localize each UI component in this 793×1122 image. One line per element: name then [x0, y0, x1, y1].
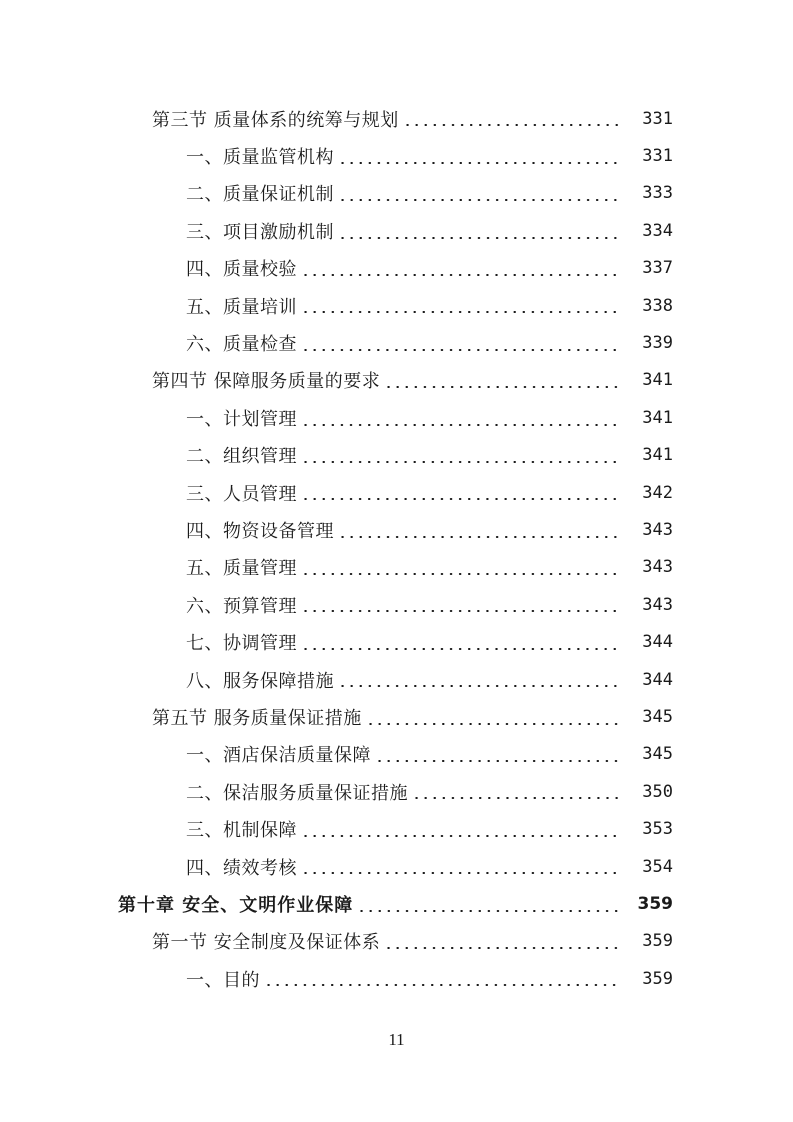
toc-subsection-entry[interactable]: [0, 960, 793, 997]
toc-subsection-entry[interactable]: [0, 287, 793, 324]
toc-entry-page: 339: [642, 333, 673, 354]
toc-dot-leader: [301, 424, 621, 426]
toc-entry-label: 八、服务保障措施: [186, 670, 334, 692]
toc-section-entry[interactable]: [0, 100, 793, 137]
toc-entry-label: 第一节 安全制度及保证体系: [152, 932, 381, 954]
toc-entry-page: 344: [642, 632, 673, 653]
toc-dot-leader: [301, 498, 621, 500]
toc-dot-leader: [301, 872, 621, 874]
toc-entry-page: 343: [642, 519, 673, 540]
toc-entry-label: 一、目的: [186, 969, 260, 991]
toc-entry-label: 七、协调管理: [186, 633, 297, 655]
toc-entry-page: 331: [642, 146, 673, 167]
toc-dot-leader: [301, 610, 621, 612]
toc-dot-leader: [366, 723, 621, 725]
toc-entry-page: 341: [642, 445, 673, 466]
toc-entry-page: 343: [642, 594, 673, 615]
toc-entry-label: 第十章 安全、文明作业保障: [118, 894, 354, 916]
toc-dot-leader: [301, 274, 621, 276]
toc-entry-label: 四、绩效考核: [186, 857, 297, 879]
toc-dot-leader: [301, 461, 621, 463]
toc-dot-leader: [338, 237, 621, 239]
toc-entry-page: 350: [642, 781, 673, 802]
toc-subsection-entry[interactable]: [0, 212, 793, 249]
toc-entry-label: 一、计划管理: [186, 408, 297, 430]
toc-dot-leader: [301, 648, 621, 650]
toc-entry-page: 331: [642, 108, 673, 129]
table-of-contents: [0, 100, 793, 997]
toc-entry-page: 341: [642, 407, 673, 428]
toc-subsection-entry[interactable]: [0, 437, 793, 474]
toc-entry-page: 341: [642, 370, 673, 391]
toc-entry-page: 338: [642, 295, 673, 316]
toc-dot-leader: [264, 984, 621, 986]
toc-entry-label: 第五节 服务质量保证措施: [152, 707, 362, 729]
toc-subsection-entry[interactable]: [0, 324, 793, 361]
toc-dot-leader: [384, 386, 621, 388]
toc-entry-label: 五、质量培训: [186, 296, 297, 318]
toc-dot-leader: [338, 162, 621, 164]
toc-dot-leader: [301, 311, 621, 313]
toc-entry-page: 345: [642, 706, 673, 727]
toc-dot-leader: [384, 947, 621, 949]
toc-entry-page: 334: [642, 220, 673, 241]
toc-entry-page: 345: [642, 744, 673, 765]
toc-subsection-entry[interactable]: [0, 661, 793, 698]
toc-chapter-entry[interactable]: [0, 885, 793, 922]
toc-section-entry[interactable]: [0, 698, 793, 735]
toc-dot-leader: [338, 199, 621, 201]
toc-subsection-entry[interactable]: [0, 511, 793, 548]
toc-entry-label: 四、质量校验: [186, 259, 297, 281]
toc-entry-page: 342: [642, 482, 673, 503]
toc-dot-leader: [412, 797, 621, 799]
toc-subsection-entry[interactable]: [0, 773, 793, 810]
toc-entry-label: 一、质量监管机构: [186, 147, 334, 169]
toc-entry-page: 359: [637, 893, 673, 914]
toc-subsection-entry[interactable]: [0, 736, 793, 773]
toc-dot-leader: [301, 835, 621, 837]
toc-section-entry[interactable]: [0, 362, 793, 399]
toc-dot-leader: [357, 910, 621, 912]
toc-subsection-entry[interactable]: [0, 137, 793, 174]
toc-entry-page: 353: [642, 819, 673, 840]
toc-dot-leader: [301, 349, 621, 351]
toc-dot-leader: [301, 573, 621, 575]
toc-entry-label: 四、物资设备管理: [186, 520, 334, 542]
toc-dot-leader: [338, 536, 621, 538]
toc-entry-label: 一、酒店保洁质量保障: [186, 745, 371, 767]
toc-subsection-entry[interactable]: [0, 848, 793, 885]
toc-entry-label: 第四节 保障服务质量的要求: [152, 371, 381, 393]
toc-subsection-entry[interactable]: [0, 810, 793, 847]
toc-section-entry[interactable]: [0, 923, 793, 960]
toc-subsection-entry[interactable]: [0, 586, 793, 623]
toc-entry-page: 359: [642, 968, 673, 989]
toc-entry-label: 二、质量保证机制: [186, 184, 334, 206]
toc-entry-label: 三、项目激励机制: [186, 221, 334, 243]
toc-entry-page: 354: [642, 856, 673, 877]
toc-subsection-entry[interactable]: [0, 623, 793, 660]
toc-entry-page: 343: [642, 557, 673, 578]
toc-dot-leader: [403, 124, 621, 126]
toc-subsection-entry[interactable]: [0, 399, 793, 436]
toc-entry-label: 第三节 质量体系的统筹与规划: [152, 109, 399, 131]
toc-entry-label: 二、组织管理: [186, 446, 297, 468]
toc-entry-label: 三、人员管理: [186, 483, 297, 505]
toc-dot-leader: [375, 760, 621, 762]
page-number: 11: [388, 1030, 405, 1049]
toc-dot-leader: [338, 685, 621, 687]
toc-subsection-entry[interactable]: [0, 549, 793, 586]
toc-entry-page: 359: [642, 931, 673, 952]
toc-subsection-entry[interactable]: [0, 175, 793, 212]
toc-entry-label: 六、质量检查: [186, 334, 297, 356]
toc-entry-label: 五、质量管理: [186, 558, 297, 580]
toc-entry-label: 六、预算管理: [186, 595, 297, 617]
toc-subsection-entry[interactable]: [0, 474, 793, 511]
toc-entry-label: 三、机制保障: [186, 820, 297, 842]
toc-entry-page: 337: [642, 258, 673, 279]
toc-subsection-entry[interactable]: [0, 250, 793, 287]
toc-entry-page: 333: [642, 183, 673, 204]
toc-entry-page: 344: [642, 669, 673, 690]
toc-entry-label: 二、保洁服务质量保证措施: [186, 782, 408, 804]
